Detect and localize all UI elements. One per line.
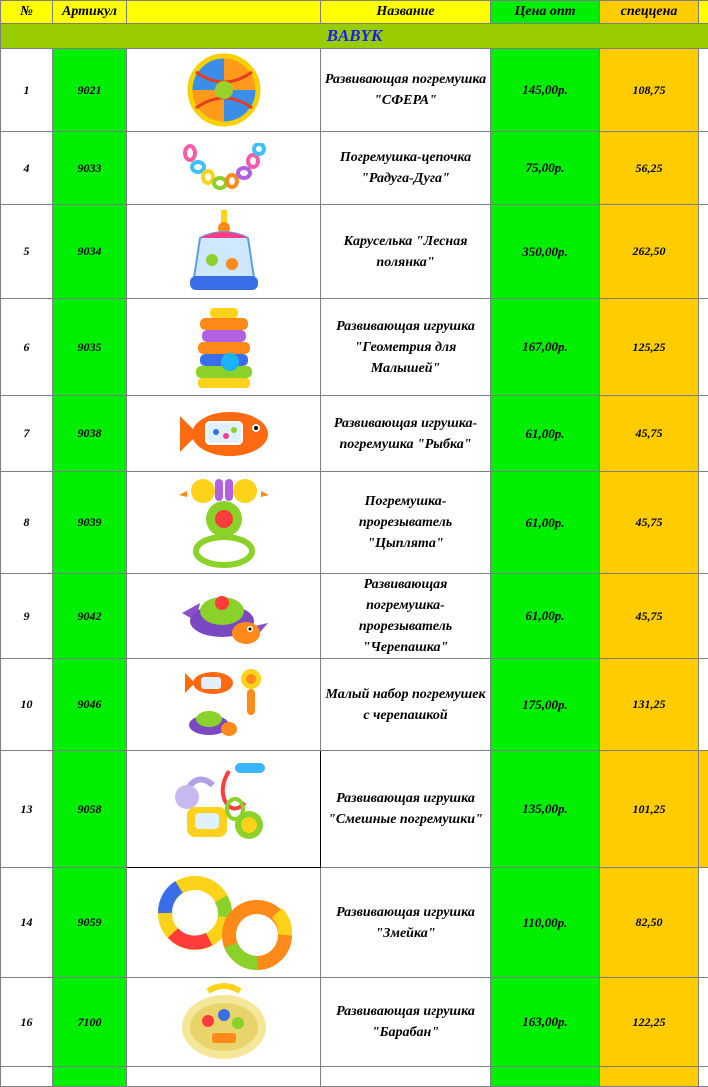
row-special[interactable]: 82,50: [600, 868, 699, 978]
header-row: [1, 1, 708, 24]
chain-rattle-image[interactable]: [127, 132, 321, 205]
row-special[interactable]: 125,25: [600, 299, 699, 396]
header-name[interactable]: Название: [321, 1, 491, 24]
row-article[interactable]: 9038: [53, 396, 127, 472]
table-row: [1, 574, 708, 659]
table-row: [1, 396, 708, 472]
row-name[interactable]: Развивающая игрушка "Барабан": [321, 978, 491, 1067]
row-special[interactable]: 45,75: [600, 472, 699, 574]
row-article[interactable]: 9035: [53, 299, 127, 396]
row-num[interactable]: 9: [1, 574, 53, 659]
table-row: [1, 132, 708, 205]
row-num[interactable]: 8: [1, 472, 53, 574]
row-article[interactable]: 9058: [53, 751, 127, 868]
row-num[interactable]: 1: [1, 49, 53, 132]
geometry-stacker-image[interactable]: [127, 299, 321, 396]
row-article[interactable]: 9059: [53, 868, 127, 978]
row-special[interactable]: 45,75: [600, 396, 699, 472]
row-num[interactable]: 10: [1, 659, 53, 751]
fish-rattle-image[interactable]: [127, 396, 321, 472]
funny-rattles-image[interactable]: [127, 751, 321, 868]
row-name[interactable]: Развивающая погремушка-прорезыватель "Черепашка": [321, 574, 491, 659]
table-row: [1, 978, 708, 1067]
row-name[interactable]: Каруселька "Лесная полянка": [321, 205, 491, 299]
row-special[interactable]: 108,75: [600, 49, 699, 132]
row-num[interactable]: 7: [1, 396, 53, 472]
row-article[interactable]: 9046: [53, 659, 127, 751]
row-price[interactable]: 110,00р.: [491, 868, 600, 978]
table-row: [1, 205, 708, 299]
row-price[interactable]: 350,00р.: [491, 205, 600, 299]
header-price[interactable]: Цена опт: [491, 1, 600, 24]
table-row: [1, 472, 708, 574]
row-special[interactable]: 122,25: [600, 978, 699, 1067]
row-price[interactable]: 167,00р.: [491, 299, 600, 396]
row-special[interactable]: 131,25: [600, 659, 699, 751]
table-row: [1, 659, 708, 751]
row-num[interactable]: 4: [1, 132, 53, 205]
row-name[interactable]: Развивающая игрушка "Геометрия для Малышей": [321, 299, 491, 396]
category-row: [1, 24, 708, 49]
table-row: [1, 868, 708, 978]
row-price[interactable]: 145,00р.: [491, 49, 600, 132]
turtle-teether-image[interactable]: [127, 574, 321, 659]
row-name[interactable]: Развивающая игрушка-погремушка "Рыбка": [321, 396, 491, 472]
row-name[interactable]: Развивающая погремушка "СФЕРА": [321, 49, 491, 132]
row-num[interactable]: 6: [1, 299, 53, 396]
row-article[interactable]: 7100: [53, 978, 127, 1067]
row-num[interactable]: 16: [1, 978, 53, 1067]
table-row: [1, 299, 708, 396]
header-image[interactable]: [127, 1, 321, 24]
row-article[interactable]: 9021: [53, 49, 127, 132]
row-name[interactable]: Развивающая игрушка "Змейка": [321, 868, 491, 978]
sphere-rattle-image[interactable]: [127, 49, 321, 132]
row-num[interactable]: 13: [1, 751, 53, 868]
header-num[interactable]: №: [1, 1, 53, 24]
row-price[interactable]: 61,00р.: [491, 472, 600, 574]
rattle-set-image[interactable]: [127, 659, 321, 751]
row-name[interactable]: Погремушка-цепочка "Радуга-Дуга": [321, 132, 491, 205]
row-price[interactable]: 175,00р.: [491, 659, 600, 751]
row-name[interactable]: Малый набор погремушек с черепашкой: [321, 659, 491, 751]
row-article[interactable]: 9042: [53, 574, 127, 659]
row-name[interactable]: Погремушка-прорезыватель "Цыплята": [321, 472, 491, 574]
row-price[interactable]: 61,00р.: [491, 396, 600, 472]
table-row: [1, 49, 708, 132]
chicks-teether-image[interactable]: [127, 472, 321, 574]
row-price[interactable]: 135,00р.: [491, 751, 600, 868]
header-article[interactable]: Артикул: [53, 1, 127, 24]
drum-toy-image[interactable]: [127, 978, 321, 1067]
row-price[interactable]: 61,00р.: [491, 574, 600, 659]
row-price[interactable]: 163,00р.: [491, 978, 600, 1067]
category-title[interactable]: BABYK: [1, 24, 708, 49]
header-special[interactable]: спеццена: [600, 1, 699, 24]
carousel-image[interactable]: [127, 205, 321, 299]
row-name[interactable]: Развивающая игрушка "Смешные погремушки": [321, 751, 491, 868]
table-row-partial: [1, 1067, 708, 1087]
row-article[interactable]: 9033: [53, 132, 127, 205]
row-num[interactable]: 14: [1, 868, 53, 978]
row-article[interactable]: 9034: [53, 205, 127, 299]
row-special[interactable]: 45,75: [600, 574, 699, 659]
row-price[interactable]: 75,00р.: [491, 132, 600, 205]
row-article[interactable]: 9039: [53, 472, 127, 574]
row-num[interactable]: 5: [1, 205, 53, 299]
row-special[interactable]: 101,25: [600, 751, 699, 868]
row-special[interactable]: 56,25: [600, 132, 699, 205]
row-special[interactable]: 262,50: [600, 205, 699, 299]
snake-rings-image[interactable]: [127, 868, 321, 978]
table-row: [1, 751, 708, 868]
